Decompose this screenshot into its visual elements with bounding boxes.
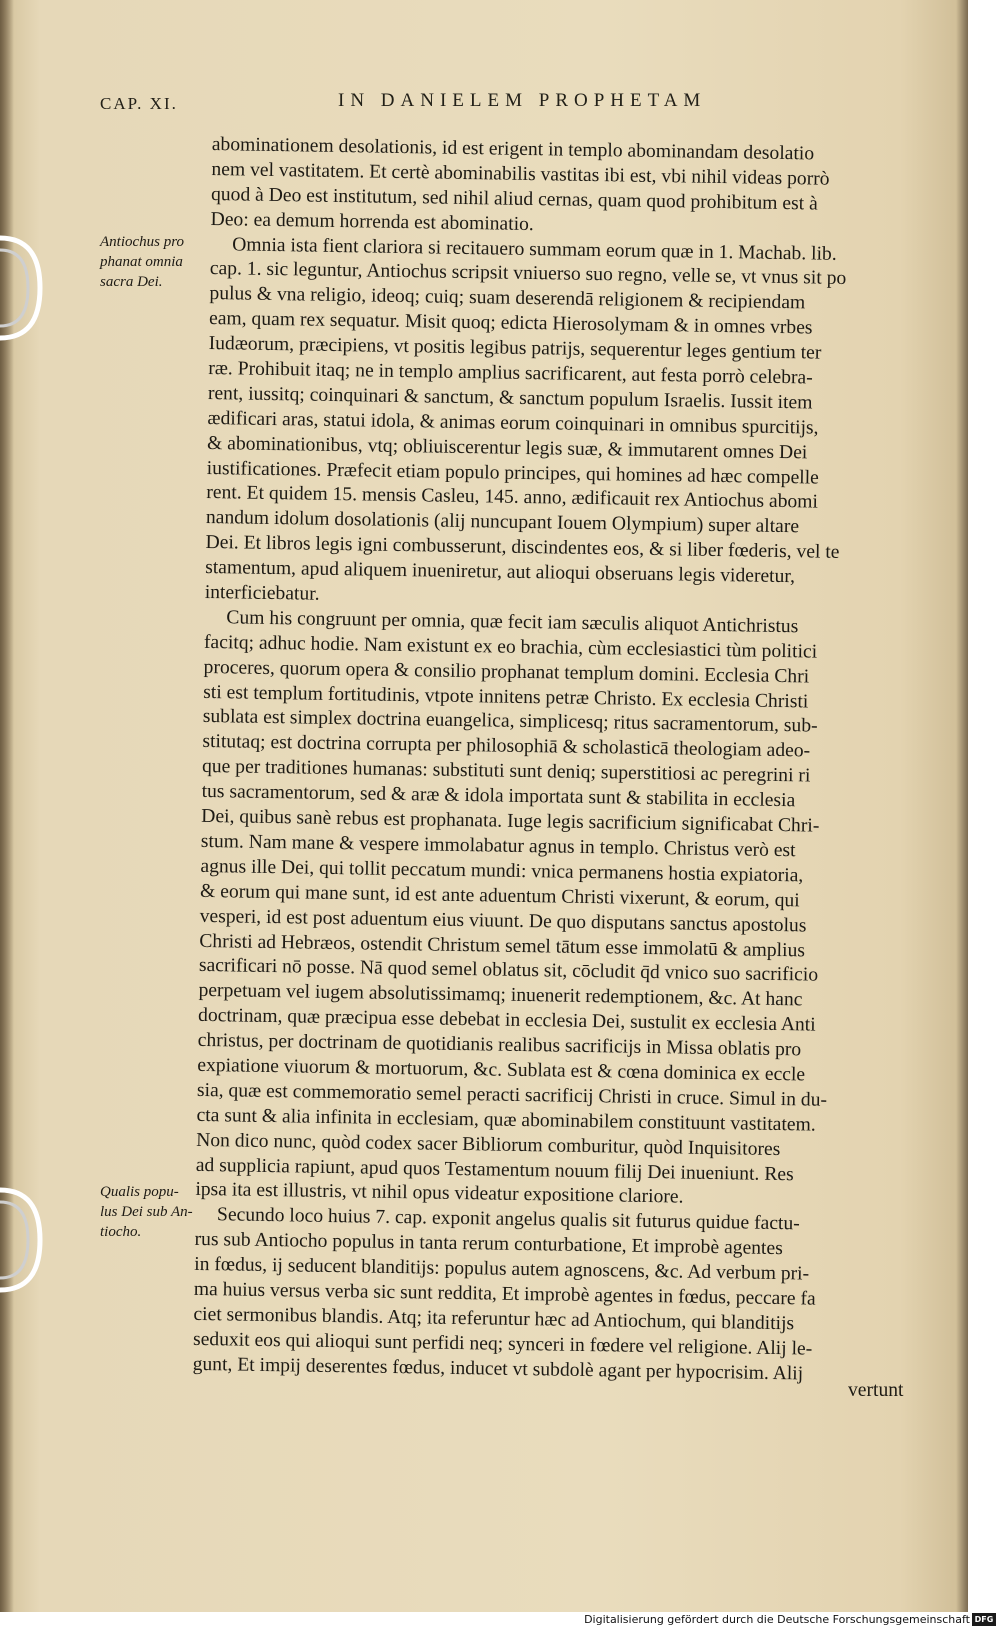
running-head-title: IN DANIELEM PROPHETAM (338, 90, 707, 111)
text-line: tus sacramentorum, sed & aræ & idola importata sunt & stabilita in ecclesia (201, 781, 796, 812)
text-line: gunt, Et impij deserentes fœdus, inducet vt subdolè agant per hypocrisim. Alij (192, 1353, 804, 1385)
text-line: abominationem desolationis, id est erigent in templo abominandam desolatio (211, 133, 815, 165)
text-line: expiatione viuorum & mortuorum, &c. Sublata est & cœna dominica ex eccle (197, 1054, 806, 1086)
text-line: stum. Nam mane & vespere immolabatur agnus in templo. Christus verò est (200, 830, 796, 862)
margin-note (100, 232, 208, 292)
text-line: Christi ad Hebræos, ostendit Christum semel tātum esse immolatū & amplius (199, 930, 806, 961)
digitization-footer (0, 1612, 1000, 1628)
body-text (192, 133, 911, 1388)
running-head-chapter: CAP. XI. (100, 94, 178, 113)
text-line: Dei. Et libros legis igni combusserunt, discindentes eos, & si liber fœderis, vel te (205, 532, 840, 564)
text-line: Cum his congruunt per omnia, quæ fecit iam sæculis aliquot Antichristus (226, 607, 799, 638)
margin-note-line: Qualis popu- (100, 1184, 179, 1200)
text-line: doctrinam, quæ præcipua esse debebat in ecclesia Dei, sustulit ex ecclesia Anti (197, 1005, 816, 1036)
text-line: stitutaq; est doctrina corrupta per philosophiā & scholasticā theologiam adeo- (202, 731, 811, 762)
text-line: & eorum qui mane sunt, id est ante aduentum Christi vixerunt, & eorum, qui (199, 880, 800, 912)
text-line: in fœdus, ij seducent blanditijs: populus autem agnoscens, &c. Ad verbum pri- (194, 1253, 810, 1285)
margin-note-line: sacra Dei. (100, 274, 163, 290)
text-line: eam, quam rex sequatur. Misit quoq; edicta Hierosolymam & in omnes vrbes (208, 308, 813, 339)
text-line: cap. 1. sic leguntur, Antiochus scripsit vniuerso suo regno, velle se, vt vnus sit po (209, 258, 847, 290)
text-line: christus, per doctrinam de quotidianis realibus sacrificijs in Missa oblatis pro (197, 1029, 802, 1061)
dfg-logo-icon: DFG (972, 1613, 996, 1626)
text-line: perpetuam vel iugem absolutissimamq; inuenerit redemptionem, &c. At hanc (198, 980, 803, 1011)
text-line: Deo: ea demum horrenda est abominatio. (210, 208, 534, 235)
text-line: rus sub Antiocho populus in tanta rerum conturbatione, Et improbè agentes (194, 1229, 783, 1260)
text-line: vesperi, id est post aduentum eius viuunt. De quo disputans sanctus apostolus (199, 905, 807, 937)
binder-clip-icon (0, 228, 60, 348)
text-line: cta sunt & alia infinita in ecclesiam, quæ abominabilem constituunt vastitatem. (196, 1104, 816, 1136)
text-line: sublata est simplex doctrina euangelica, simplicesq; ritus sacramentorum, sub- (202, 706, 818, 738)
text-line: nem vel vastitatem. Et certè abominabilis vastitas ibi est, vbi nihil videas porrò (211, 158, 830, 190)
text-line: & abominationibus, vtq; obliuiscerentur legis suæ, & immutarent omnes Dei (206, 432, 808, 464)
footer-credit: Digitalisierung gefördert durch die Deutsche Forschungsgemeinschaft (584, 1613, 970, 1626)
margin-note-line: tiocho. (100, 1224, 142, 1240)
text-line: facitq; adhuc hodie. Nam existunt ex eo brachia, cùm ecclesiastici tùm politici (203, 631, 818, 663)
page-edge-shadow (956, 0, 968, 1612)
text-line: ædificari aras, statui idola, & animas eorum coinquinari in omnibus spurcitijs, (207, 407, 819, 439)
text-line: seduxit eos qui alioqui sunt perfidi neq; synceri in fœdere vel religione. Alij le- (192, 1328, 813, 1360)
text-line: ad supplicia rapiunt, apud quos Testamentum nouum filij Dei inueniunt. Res (195, 1154, 794, 1185)
binder-clip-icon (0, 1180, 60, 1300)
text-line: ciet sermonibus blandis. Atq; ita referuntur hæc ad Antiochum, qui blanditijs (193, 1303, 795, 1335)
catchword: vertunt (848, 1380, 904, 1401)
text-line: proceres, quorum opera & consilio prophanat templum domini. Ecclesia Chri (203, 656, 810, 688)
margin-note (100, 1182, 208, 1242)
text-line: stamentum, apud aliquem inueniretur, aut alioqui obseruans legis videretur, (205, 557, 796, 588)
text-line: interficiebatur. (204, 581, 320, 605)
text-line: Non dico nunc, quòd codex sacer Bibliorum comburitur, quòd Inquisitores (196, 1129, 781, 1160)
text-line: sia, quæ est commemoratio semel peracti sacrificij Christi in cruce. Simul in du- (196, 1079, 828, 1111)
text-line: Iudæorum, præcipiens, vt positis legibus patrijs, sequerentur leges gentium ter (208, 333, 822, 364)
text-line: Dei, quibus sanè rebus est prophanata. Iuge legis sacrificium significabat Chri- (201, 805, 820, 837)
text-line: rent. Et quidem 15. mensis Casleu, 145. anno, ædificauit rex Antiochus abomi (206, 482, 819, 514)
text-line: agnus ille Dei, qui tollit peccatum mundi: vnica permanens hostia expiatoria, (200, 855, 804, 887)
margin-note-line: lus Dei sub An- (100, 1204, 193, 1220)
text-line: sti est templum fortitudinis, vtpote innitens petræ Christo. Ex ecclesia Christi (203, 681, 809, 713)
margin-note-line: Antiochus pro (100, 234, 185, 250)
text-line: ipsa ita est illustris, vt nihil opus videatur expositione clariore. (195, 1179, 684, 1208)
text-line: sacrificari nō posse. Nā quod semel oblatus sit, cōcludit q̄d vnico suo sacrificio (198, 955, 819, 987)
text-line: ma huius versus verba sic sunt reddita, Et improbè agentes in fœdus, peccare fa (193, 1278, 816, 1310)
text-line: pulus & vna religio, ideoq; cuiq; suam deserendā religionem & recipiendam (209, 283, 806, 314)
text-line: quod à Deo est institutum, sed nihil aliud cernas, quam quod prohibitum est à (210, 183, 818, 215)
text-line: nandum idolum dosolationis (alij nuncupant Iouem Olympium) super altare (205, 507, 800, 538)
margin-note-line: phanat omnia (100, 254, 183, 270)
text-line: ræ. Prohibuit itaq; ne in templo amplius sacrificarent, aut festa porrò celebra- (208, 357, 813, 389)
text-line: Omnia ista fient clariora si recitauero summam eorum quæ in 1. Machab. lib. (232, 233, 837, 265)
text-line: que per traditiones humanas: substituti sunt deniq; superstitiosi ac peregrini ri (201, 756, 811, 787)
text-line: iustificationes. Præfecit etiam populo principes, qui homines ad hæc compelle (206, 457, 819, 489)
text-line: Secundo loco huius 7. cap. exponit angelus qualis sit futurus quidue factu- (216, 1204, 800, 1235)
text-line: rent, iussitq; coinquinari & sanctum, & sanctum populum Israelis. Iussit item (207, 382, 813, 414)
